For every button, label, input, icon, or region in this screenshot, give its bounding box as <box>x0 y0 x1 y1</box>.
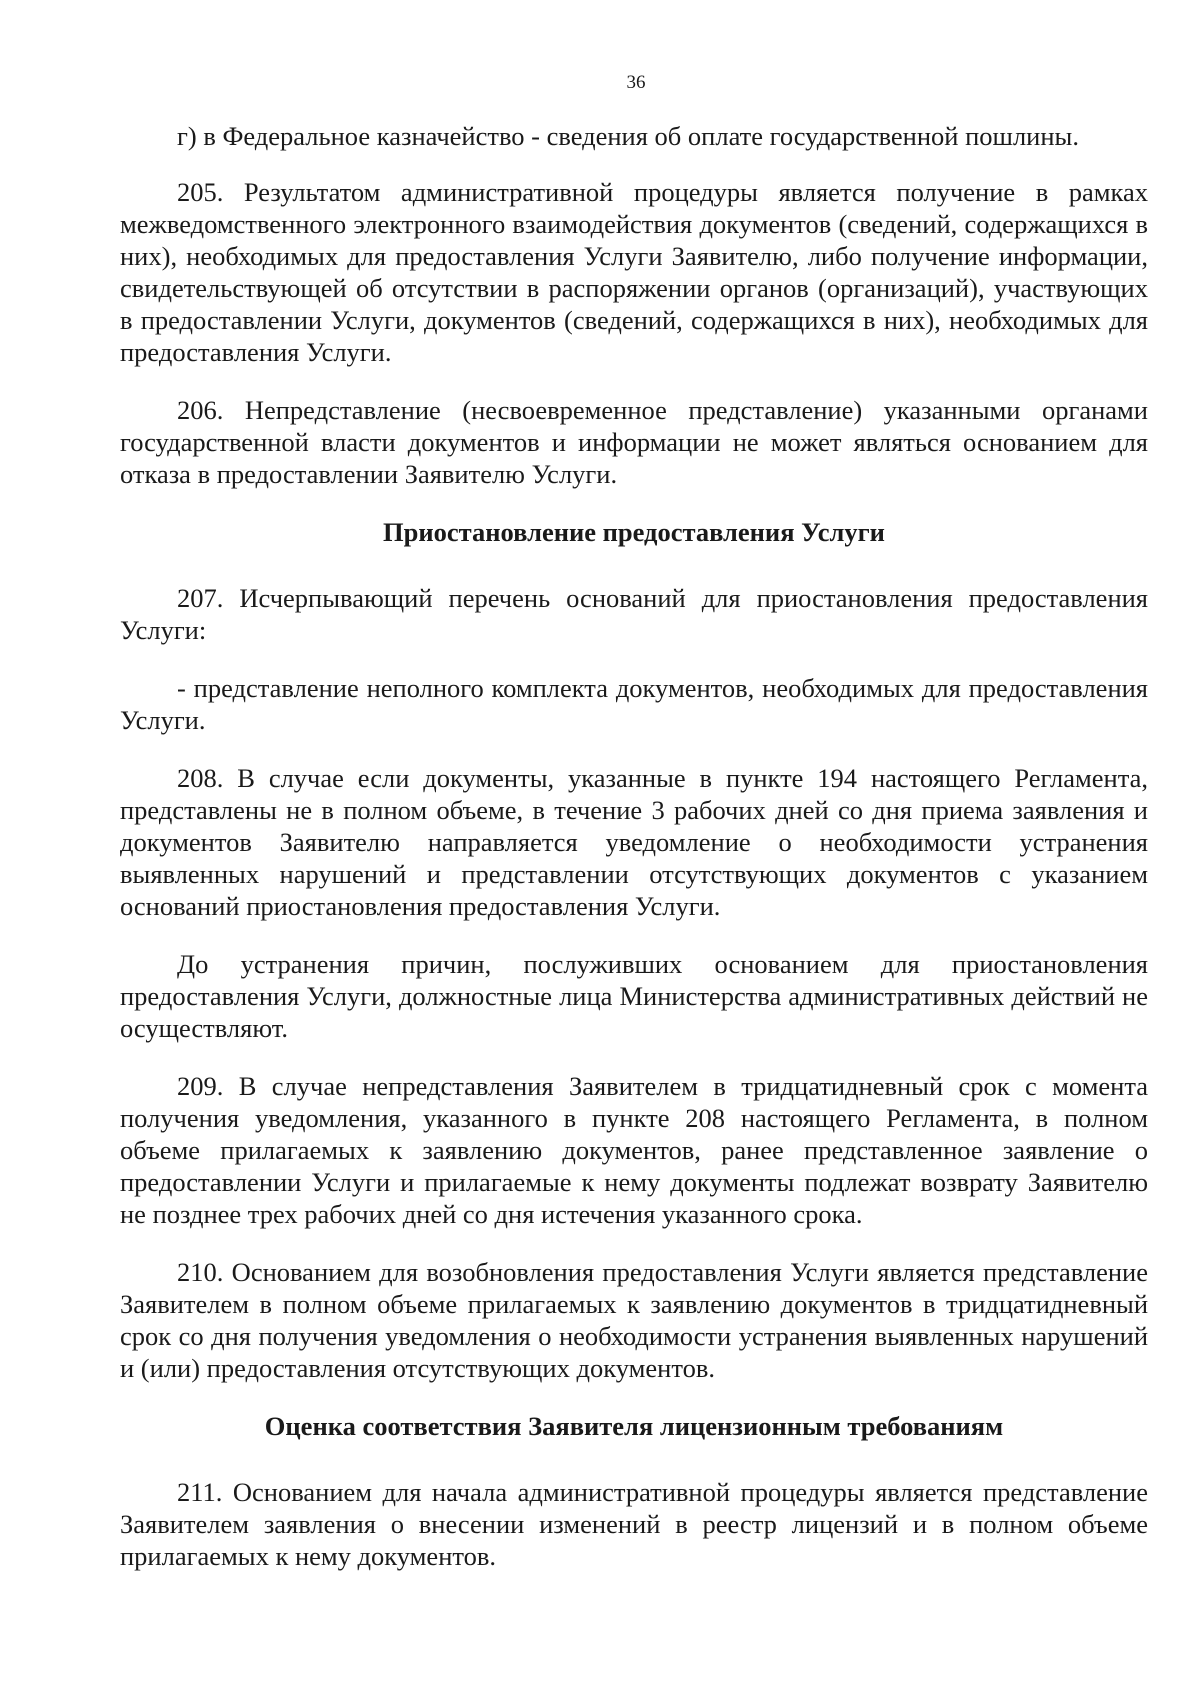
document-body <box>120 120 1148 1598</box>
paragraph-207: 207. Исчерпывающий перечень оснований для приостановления предоставления Услуги: <box>120 583 1148 645</box>
paragraph-208: 208. В случае если документы, указанные в пункте 194 настоящего Регламента, представлены не в полном объеме, в течение 3 рабочих дней со дня приема заявления и документов Заявителю направляется уведомление о необходимости устранения выявленных нарушений и представлении отсутствующих документов с указанием оснований приостановления предоставления Услуги. <box>120 763 1148 921</box>
section-heading-suspension: Приостановление предоставления Услуги <box>383 517 885 547</box>
paragraph-206: 206. Непредставление (несвоевременное представление) указанными органами государственной власти документов и информации не может являться основанием для отказа в предоставлении Заявителю Услуги. <box>120 395 1148 489</box>
paragraph-209: 209. В случае непредставления Заявителем в тридцатидневный срок с момента получения уведомления, указанного в пункте 208 настоящего Регламента, в полном объеме прилагаемых к заявлению документов, ранее представленное заявление о предоставлении Услуги и прилагаемые к нему документы подлежат возврату Заявителю не позднее трех рабочих дней со дня истечения указанного срока. <box>120 1071 1148 1229</box>
paragraph-g: г) в Федеральное казначейство - сведения об оплате государственной пошлины. <box>177 121 1079 151</box>
paragraph-210: 210. Основанием для возобновления предоставления Услуги является представление Заявителем в полном объеме прилагаемых к заявлению документов в тридцатидневный срок со дня получения уведомления о необходимости устранения выявленных нарушений и (или) предоставления отсутствующих документов. <box>120 1257 1148 1383</box>
paragraph-208-b: До устранения причин, послуживших основанием для приостановления предоставления Услуги, должностные лица Министерства административных действий не осуществляют. <box>120 949 1148 1043</box>
section-heading-compliance: Оценка соответствия Заявителя лицензионным требованиям <box>264 1411 1004 1441</box>
paragraph-207-item: - представление неполного комплекта документов, необходимых для предоставления Услуги. <box>120 673 1148 735</box>
paragraph-205: 205. Результатом административной процедуры является получение в рамках межведомственного электронного взаимодействия документов (сведений, содержащихся в них), необходимых для предоставления Услуги Заявителю, либо получение информации, свидетельствующей об отсутствии в распоряжении органов (организаций), участвующих в предоставлении Услуги, документов (сведений, содержащихся в них), необходимых для предоставления Услуги. <box>120 177 1148 367</box>
paragraph-211: 211. Основанием для начала административной процедуры является представление Заявителем заявления о внесении изменений в реестр лицензий и в полном объеме прилагаемых к нему документов. <box>120 1477 1148 1571</box>
page-number: 36 <box>626 72 646 93</box>
